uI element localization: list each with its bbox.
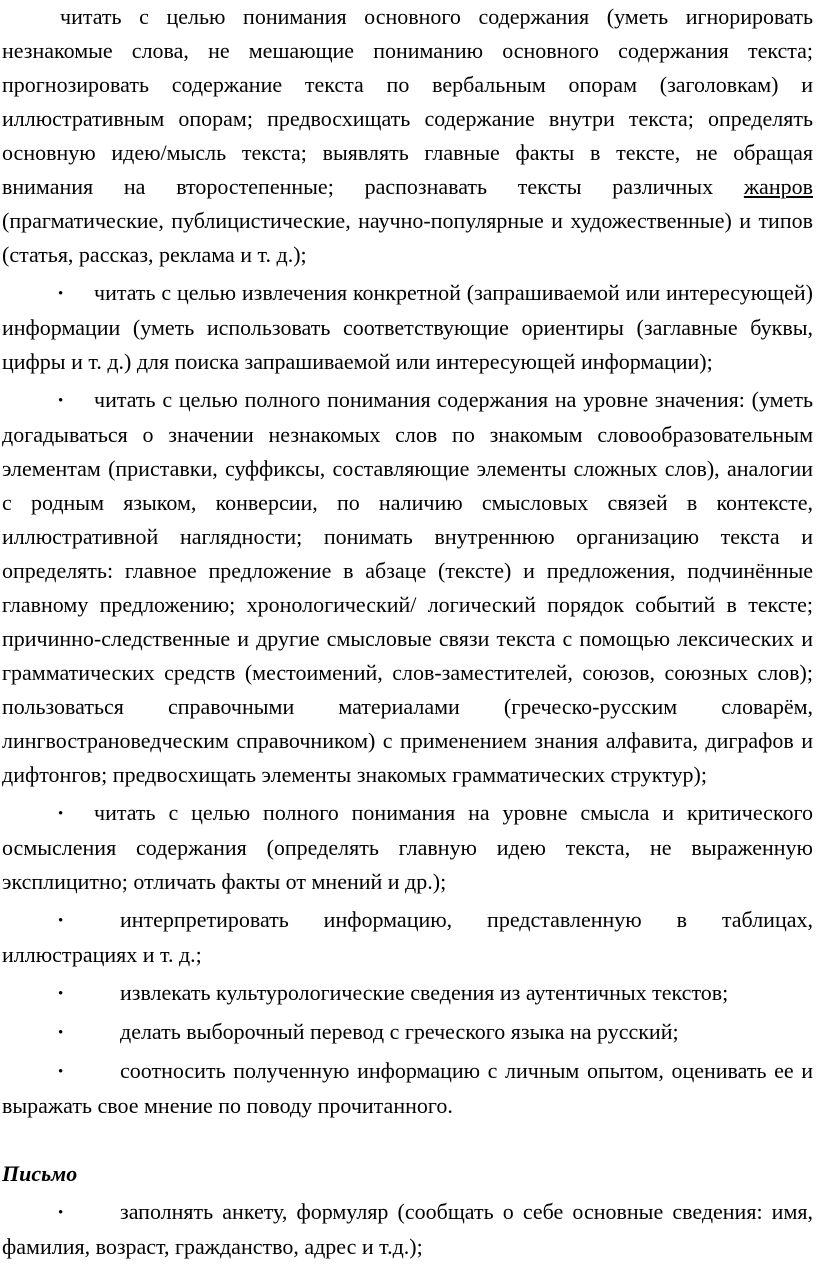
- list-item: [2, 976, 813, 1011]
- intro-text-after: (прагматические, публицистические, научно-популярные и художественные) и типов (статья, рассказ, реклама и т. д.);: [2, 208, 813, 267]
- list-item-text: читать с целью полного понимания на уровне смысла и критического осмысления содержания (определять главную идею текста, не выраженную эксплицитно; отличать факты от мнений и др.);: [2, 800, 813, 894]
- spacer: [2, 1123, 813, 1157]
- list-item-text: заполнять анкету, формуляр (сообщать о себе основные сведения: имя, фамилия, возраст, гражданство, адрес и т.д.);: [2, 1199, 813, 1259]
- list-item: [2, 1054, 813, 1123]
- list-item-text: соотносить полученную информацию с личным опытом, оценивать ее и выражать свое мнение по поводу прочитанного.: [2, 1058, 813, 1118]
- list-item: [2, 796, 813, 899]
- intro-text-before: читать с целью понимания основного содержания (уметь игнорировать незнакомые слова, не мешающие пониманию основного содержания текста; прогнозировать содержание текста по вербальным опорам (заголовкам) и иллюстративным опорам; предвосхищать содержание внутри текста; определять основную идею/мысль текста; выявлять главные факты в тексте, не обращая внимания на второстепенные; распознавать тексты различных: [2, 4, 813, 199]
- bullet-icon: •: [58, 393, 64, 409]
- intro-underlined-word: жанров: [743, 174, 813, 199]
- list-item-text: читать с целью полного понимания содержания на уровне значения: (уметь догадываться о значении незнакомых слов по знакомым словообразовательным элементам (приставки, суффиксы, составляющие элементы сложных слов), аналогии с родным языком, конверсии, по наличию смысловых связей в контексте, иллюстративной наглядности; понимать внутреннюю организацию текста и определять: главное предложение в абзаце (тексте) и предложения, подчинённые главному предложению; хронологический/ логический порядок событий в тексте; причинно-следственные и другие смысловые связи текста с помощью лексических и грамматических средств (местоимений, слов-заместителей, союзов, союзных слов); пользоваться справочными материалами (греческо-русским словарём, лингвострановедческим справочником) с применением знания алфавита, диграфов и дифтонгов; предвосхищать элементы знакомых грамматических структур);: [2, 387, 813, 787]
- bullet-icon: •: [58, 286, 64, 302]
- list-item: [2, 1015, 813, 1050]
- bullet-icon: •: [58, 806, 64, 822]
- bullet-icon: •: [58, 986, 64, 1002]
- bullet-icon: •: [58, 913, 64, 929]
- bullet-icon: •: [58, 1205, 64, 1221]
- list-item-text: извлекать культурологические сведения из аутентичных текстов;: [120, 980, 729, 1005]
- intro-paragraph: [2, 0, 813, 272]
- list-item-text: интерпретировать информацию, представленную в таблицах, иллюстрациях и т. д.;: [2, 907, 813, 967]
- list-item: [2, 276, 813, 379]
- list-item: [2, 383, 813, 792]
- list-item-text: делать выборочный перевод с греческого языка на русский;: [120, 1019, 679, 1044]
- bullet-icon: •: [58, 1064, 64, 1080]
- list-item: [2, 1195, 813, 1264]
- list-item: [2, 903, 813, 972]
- section-heading: Письмо: [2, 1161, 78, 1186]
- bullet-icon: •: [58, 1025, 64, 1041]
- list-item-text: читать с целью извлечения конкретной (запрашиваемой или интересующей) информации (уметь использовать соответствующие ориентиры (заглавные буквы, цифры и т. д.) для поиска запрашиваемой или интересующей информации);: [2, 280, 813, 374]
